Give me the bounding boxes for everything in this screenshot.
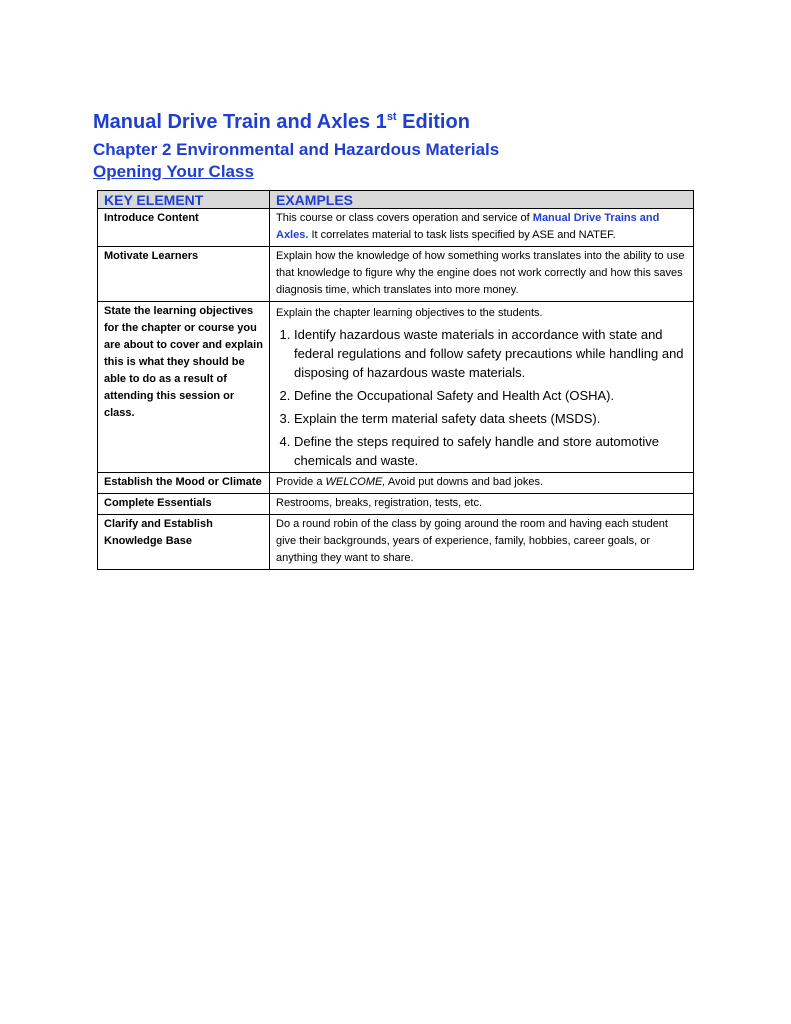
chapter-heading: Chapter 2 Environmental and Hazardous Materials <box>93 140 500 159</box>
section-heading: Opening Your Class <box>93 162 254 181</box>
objectives-list <box>276 325 687 470</box>
table-row <box>98 247 694 302</box>
header-key-element: KEY ELEMENT <box>98 191 270 209</box>
example-cell: This course or class covers operation and service of Manual Drive Trains and Axles. It correlates material to task lists specified by ASE and NATEF. <box>270 209 694 247</box>
table-row <box>98 302 694 473</box>
key-cell: Complete Essentials <box>98 494 270 515</box>
key-cell: Introduce Content <box>98 209 270 247</box>
table-header-row <box>98 191 694 209</box>
lesson-table <box>97 190 694 570</box>
objectives-intro: Explain the chapter learning objectives to the students. <box>276 307 543 319</box>
example-cell: Explain how the knowledge of how something works translates into the ability to use that knowledge to figure why the engine does not work correctly and how this saves diagnosis time, which translates into more money. <box>270 247 694 302</box>
example-cell: Restrooms, breaks, registration, tests, etc. <box>270 494 694 515</box>
key-cell: Clarify and Establish Knowledge Base <box>98 515 270 570</box>
header-examples: EXAMPLES <box>270 191 694 209</box>
welcome-emphasis: WELCOME, <box>325 476 386 488</box>
title-superscript: st <box>386 111 397 123</box>
table-row <box>98 473 694 494</box>
key-cell: Establish the Mood or Climate <box>98 473 270 494</box>
course-name-highlight: Manual Drive Trains and Axles. <box>276 212 660 241</box>
key-cell: Motivate Learners <box>98 247 270 302</box>
table-row <box>98 209 694 247</box>
example-cell: Provide a WELCOME, Avoid put downs and bad jokes. <box>270 473 694 494</box>
objective-item: 1. Identify hazardous waste materials in accordance with state and federal regulations and follow safety precautions while handling and disposing of hazardous waste materials. <box>294 325 687 382</box>
headings <box>93 108 693 182</box>
document-title: Manual Drive Train and Axles 1st Edition <box>93 111 470 133</box>
objective-item: 4. Define the steps required to safely handle and store automotive chemicals and waste. <box>294 432 687 470</box>
table-row <box>98 494 694 515</box>
key-cell: State the learning objectives for the chapter or course you are about to cover and explain this is what they should be able to do as a result of attending this session or class. <box>98 302 270 473</box>
table-row <box>98 515 694 570</box>
objective-item: 2. Define the Occupational Safety and Health Act (OSHA). <box>294 386 687 405</box>
example-cell: Do a round robin of the class by going around the room and having each student give their backgrounds, years of experience, family, hobbies, career goals, or anything they want to share. <box>270 515 694 570</box>
objective-item: 3. Explain the term material safety data sheets (MSDS). <box>294 409 687 428</box>
example-cell <box>270 302 694 473</box>
